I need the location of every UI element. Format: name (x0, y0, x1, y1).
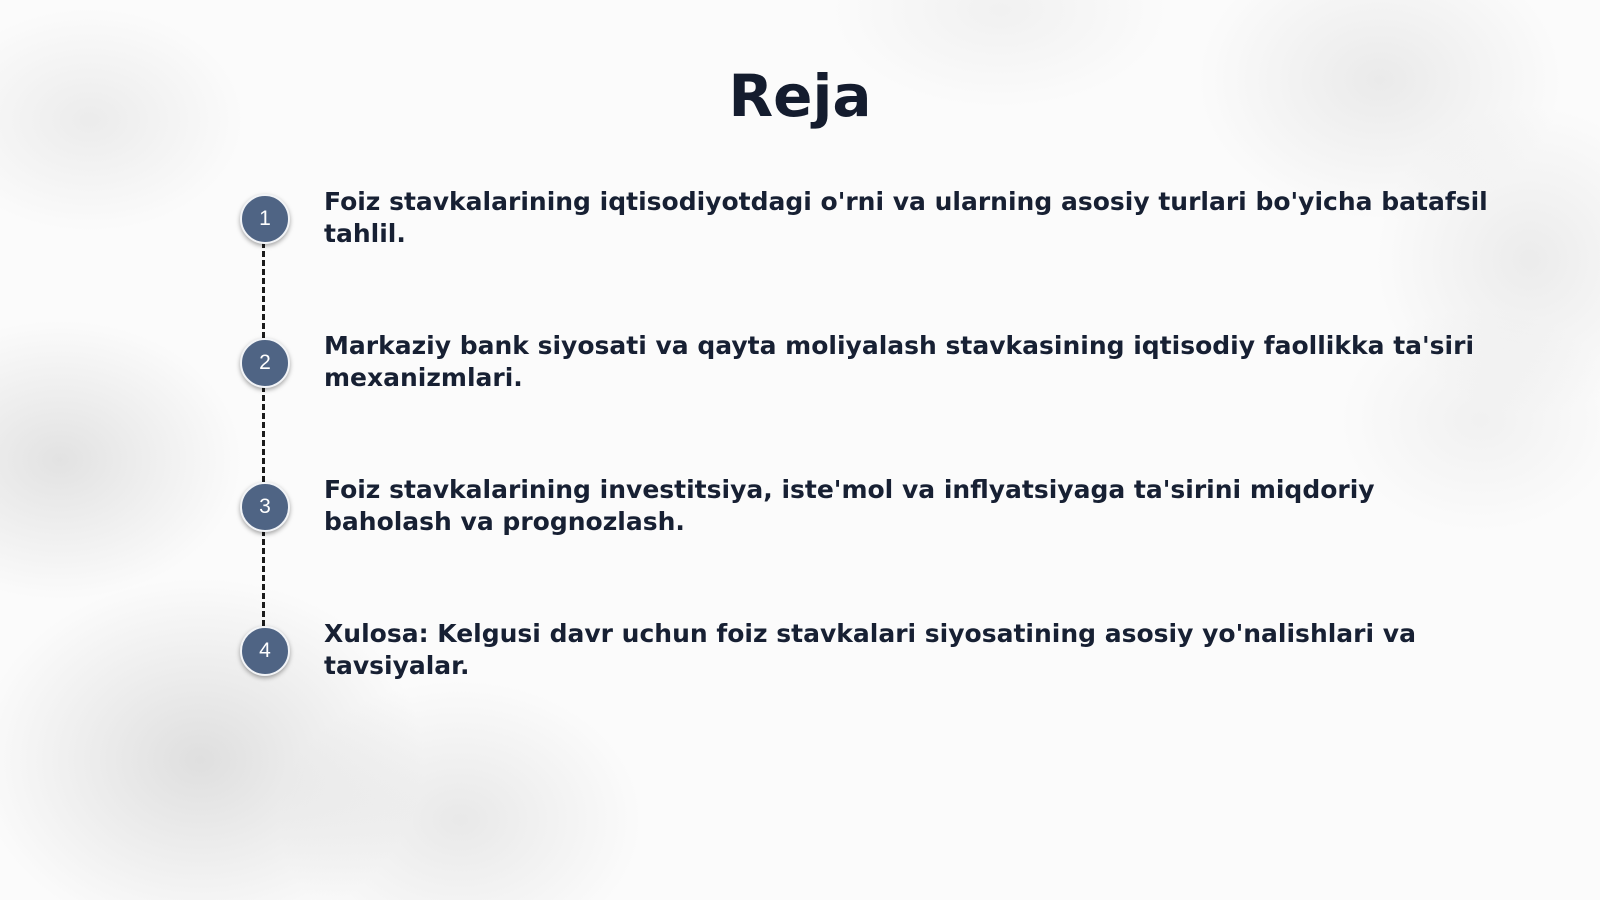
timeline-connector (262, 242, 265, 338)
step-number-badge: 4 (240, 626, 290, 676)
step-number-badge: 3 (240, 482, 290, 532)
plan-item-text: Xulosa: Kelgusi davr uchun foiz stavkalari siyosatining asosiy yo'nalishlari va tavsiyalar. (324, 619, 1416, 680)
step-number-badge: 2 (240, 338, 290, 388)
plan-item-text: Markaziy bank siyosati va qayta moliyalash stavkasining iqtisodiy faollikka ta'siri mexanizmlari. (324, 331, 1475, 392)
plan-item-text: Foiz stavkalarining iqtisodiyotdagi o'rni va ularning asosiy turlari bo'yicha batafsil tahlil. (324, 187, 1488, 248)
timeline-connector (262, 530, 265, 626)
slide-title: Reja (728, 62, 872, 130)
plan-item-text: Foiz stavkalarining investitsiya, iste'mol va inflyatsiyaga ta'sirini miqdoriy baholash va prognozlash. (324, 475, 1375, 536)
timeline-connector (262, 386, 265, 482)
step-number-badge: 1 (240, 194, 290, 244)
